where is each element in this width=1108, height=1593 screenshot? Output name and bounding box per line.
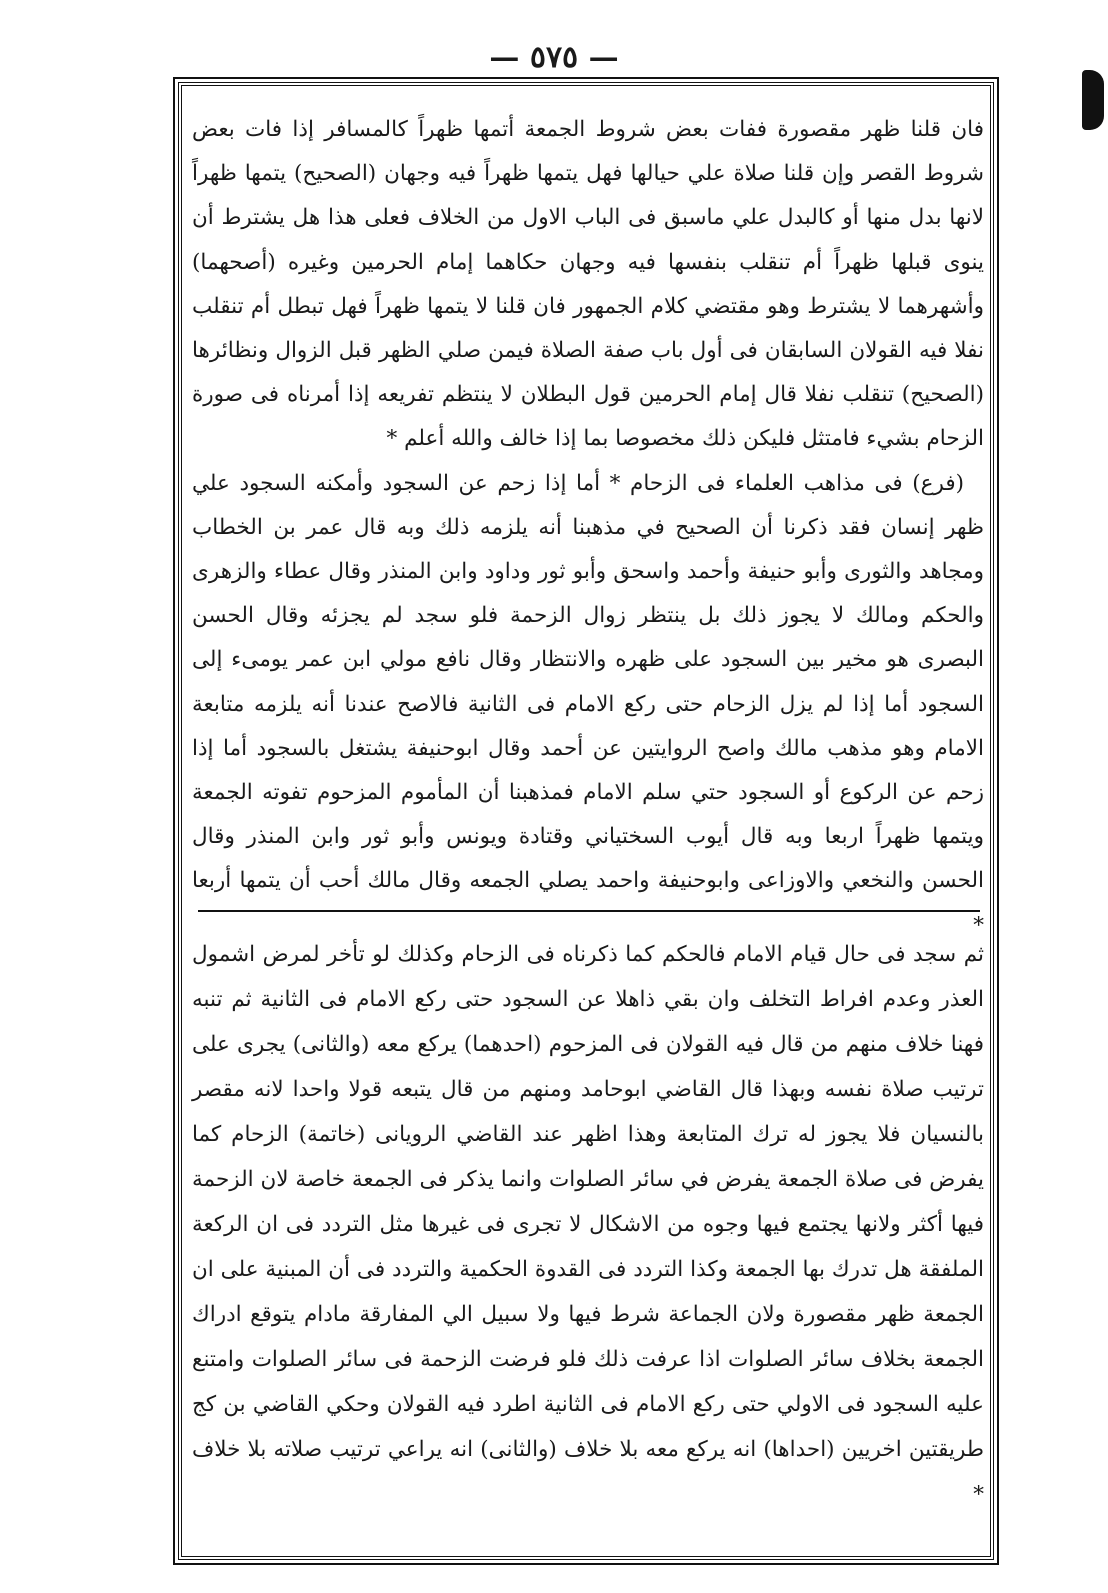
page-number: — ٥٧٥ —	[489, 40, 619, 75]
main-text-block	[192, 108, 984, 948]
footnote-paragraph: ثم سجد فى حال قيام الامام فالحكم كما ذكرناه فى الزحام وكذلك لو تأخر لمرض اشمول العذر وعدم افراط التخلف وان بقي ذاهلا عن السجود حتى ركع الامام فى الثانية ثم تنبه فهنا خلاف منهم من قال فيه القولان فى المزحوم (احدهما) يركع معه (والثانى) يجرى على ترتيب صلاة نفسه وبهذا قال القاضي ابوحامد ومنهم من قال يتبعه قولا واحدا لانه مقصر بالنسيان فلا يجوز له ترك المتابعة وهذا اظهر عند القاضي الرويانى (خاتمة) الزحام كما يفرض فى صلاة الجمعة يفرض في سائر الصلوات وانما يذكر فى الجمعة خاصة لان الزحمة فيها أكثر ولانها يجتمع فيها وجوه من الاشكال لا تجرى فى غيرها مثل التردد فى ان الركعة الملفقة هل تدرك بها الجمعة وكذا التردد فى القدوة الحكمية والتردد فى أن المبنية على ان الجمعة ظهر مقصورة ولان الجماعة شرط فيها ولا سبيل الي المفارقة مادام يتوقع ادراك الجمعة بخلاف سائر الصلوات اذا عرفت ذلك فلو فرضت الزحمة فى سائر الصلوات وامتنع عليه السجود فى الاولي حتى ركع الامام فى الثانية اطرد فيه القولان وحكي القاضي بن كج طريقتين اخريين (احداها) انه يركع معه بلا خلاف (والثانى) انه يراعي ترتيب صلاته بلا خلاف *	[192, 942, 984, 1507]
footnote-separator	[198, 910, 980, 912]
margin-mark-icon	[1082, 70, 1104, 130]
main-paragraph: (فرع) فى مذاهب العلماء فى الزحام * أما إذا زحم عن السجود وأمكنه السجود علي ظهر إنسان فقد ذكرنا أن الصحيح في مذهبنا أنه يلزمه ذلك وبه قال عمر بن الخطاب ومجاهد والثورى وأبو حنيفة وأحمد واسحق وأبو ثور وداود وابن المنذر وقال عطاء والزهرى والحكم ومالك لا يجوز ذلك بل ينتظر زوال الزحمة فلو سجد لم يجزئه وقال الحسن البصرى هو مخير بين السجود على ظهره والانتظار وقال نافع مولي ابن عمر يومىء إلى السجود أما إذا لم يزل الزحام حتى ركع الامام فى الثانية فالاصح عندنا أنه يلزمه متابعة الامام وهو مذهب مالك واصح الروايتين عن أحمد وقال ابوحنيفة يشتغل بالسجود أما إذا زحم عن الركوع أو السجود حتي سلم الامام فمذهبنا أن المأموم المزحوم تفوته الجمعة ويتمها ظهراً اربعا وبه قال أيوب السختياني وقتادة ويونس وأبو ثور وابن المنذر وقال الحسن والنخعي والاوزاعى وابوحنيفة واحمد يصلي الجمعه وقال مالك أحب أن يتمها أربعا *	[192, 470, 984, 938]
footnote-block	[192, 932, 984, 1517]
main-paragraph: فان قلنا ظهر مقصورة ففات بعض شروط الجمعة أتمها ظهراً كالمسافر إذا فات بعض شروط القصر وإن قلنا صلاة علي حيالها فهل يتمها ظهراً فيه وجهان (الصحيح) يتمها ظهراً لانها بدل منها أو كالبدل علي ماسبق فى الباب الاول من الخلاف فعلى هذا هل يشترط أن ينوى قبلها ظهراً أم تنقلب بنفسها فيه وجهان حكاهما إمام الحرمين وغيره (أصحهما) وأشهرهما لا يشترط وهو مقتضي كلام الجمهور فان قلنا لا يتمها ظهراً فهل تبطل أم تنقلب نفلا فيه القولان السابقان فى أول باب صفة الصلاة فيمن صلي الظهر قبل الزوال ونظائرها (الصحيح) تنقلب نفلا قال إمام الحرمين قول البطلان لا ينتظم تفريعه إذا أمرناه فى صورة الزحام بشيء فامتثل فليكن ذلك مخصوصا بما إذا خالف والله أعلم *	[192, 117, 984, 452]
